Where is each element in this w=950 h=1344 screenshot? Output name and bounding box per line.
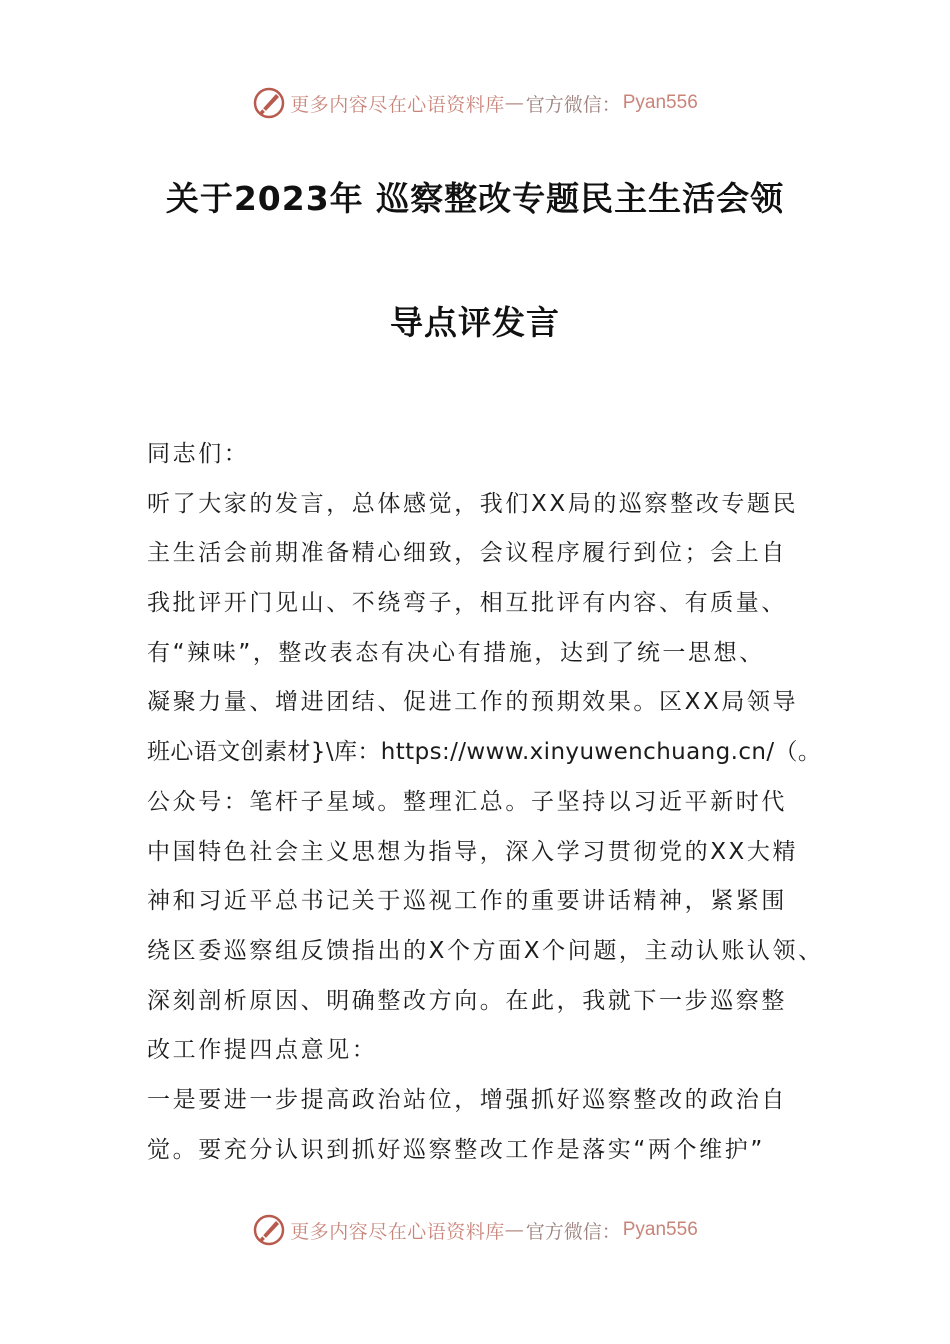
watermark-wechat-label: 官方微信：	[525, 1220, 621, 1243]
watermark-banner-top	[0, 83, 950, 123]
document-body	[147, 430, 847, 1175]
watermark-wechat-id: Pyan556	[622, 92, 698, 113]
watermark-wechat-id: Pyan556	[622, 1219, 698, 1240]
watermark-text: 更多内容尽在心语资料库	[290, 93, 505, 116]
watermark-banner-bottom	[0, 1210, 950, 1250]
body-line: 有“辣味”，整改表态有决心有措施，达到了统一思想、	[147, 639, 765, 666]
watermark-separator: —	[504, 92, 524, 114]
quill-logo-icon	[252, 86, 286, 120]
body-line: 主生活会前期准备精心细致，会议程序履行到位；会上自	[147, 540, 787, 567]
body-line: 中国特色社会主义思想为指导，深入学习贯彻党的XX大精	[147, 838, 799, 865]
body-line: 我批评开门见山、不绕弯子，相互批评有内容、有质量、	[147, 590, 787, 617]
body-line: 同志们：	[147, 441, 250, 467]
body-line: 凝聚力量、增进团结、促进工作的预期效果。区XX局领导	[147, 689, 799, 716]
body-line: 改工作提四点意见：	[147, 1037, 378, 1064]
watermark-text: 更多内容尽在心语资料库	[290, 1220, 505, 1243]
body-line: 听了大家的发言，总体感觉，我们XX局的巡察整改专题民	[147, 490, 799, 517]
quill-logo-icon	[252, 1213, 286, 1247]
body-line: 绕区委巡察组反馈指出的X个方面X个问题，主动认账认领、	[147, 937, 824, 964]
body-line: 觉。要充分认识到抓好巡察整改工作是落实“两个维护”	[147, 1136, 765, 1163]
body-line: 神和习近平总书记关于巡视工作的重要讲话精神，紧紧围	[147, 888, 787, 915]
document-title-line-1: 关于2023年 巡察整改专题民主生活会领	[165, 179, 785, 218]
body-line: 一是要进一步提高政治站位，增强抓好巡察整改的政治自	[147, 1086, 787, 1113]
body-line: 深刻剖析原因、明确整改方向。在此，我就下一步巡察整	[147, 987, 787, 1014]
watermark-wechat-label: 官方微信：	[525, 93, 621, 116]
document-title-line-2: 导点评发言	[390, 303, 560, 342]
body-line: 班心语文创素材}\库：https://www.xinyuwenchuang.cn/（。	[147, 739, 822, 766]
watermark-separator: —	[504, 1219, 524, 1241]
body-line: 公众号：笔杆子星域。整理汇总。子坚持以习近平新时代	[147, 788, 787, 815]
